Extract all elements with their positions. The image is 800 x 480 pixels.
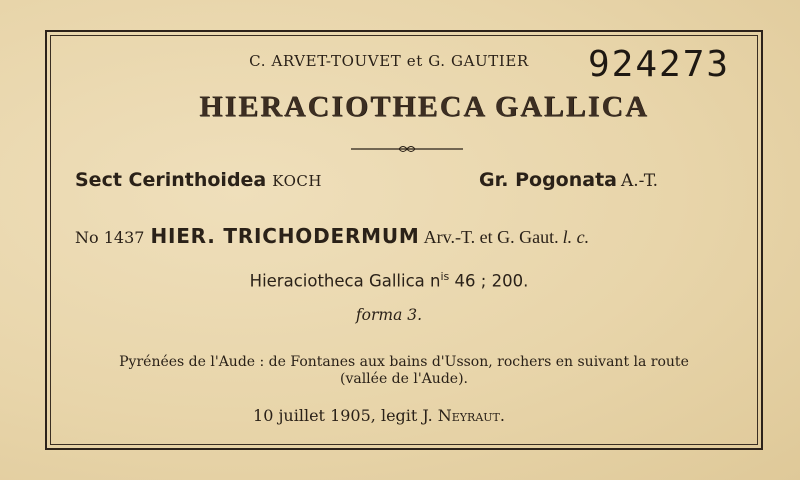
exsiccata-reference xyxy=(47,270,761,291)
taxon-reference: l. c. xyxy=(562,227,590,247)
herbarium-label xyxy=(45,30,763,450)
taxon-number: No 1437 xyxy=(75,228,145,247)
exsiccata-numbers: 46 ; 200. xyxy=(454,271,529,291)
section-label: Sect Cerinthoidea xyxy=(75,169,267,191)
series-title: HIERACIOTHECA GALLICA xyxy=(199,90,649,123)
specimen-number-stamp: 924273 xyxy=(588,44,731,85)
section-name xyxy=(75,169,322,191)
group-author: A.-T. xyxy=(620,171,659,191)
taxon-authors: Arv.-T. et G. Gaut. xyxy=(423,227,559,247)
ornament-divider xyxy=(347,142,467,156)
taxon-line xyxy=(75,224,589,248)
collection-date: 10 juillet 1905, legit J. xyxy=(253,406,433,425)
group-name xyxy=(479,169,658,191)
locality-line-1: Pyrénées de l'Aude : de Fontanes aux bains d'Usson, rochers en suivant la route xyxy=(119,354,689,370)
exsiccata-superscript: is xyxy=(440,270,450,283)
collector-name: Neyraut. xyxy=(437,406,505,425)
locality-text xyxy=(47,354,761,388)
section-author: KOCH xyxy=(272,172,322,190)
taxon-name: HIER. TRICHODERMUM xyxy=(150,224,420,248)
collection-line xyxy=(47,406,761,425)
exsiccata-prefix: Hieraciotheca Gallica n xyxy=(249,271,441,291)
group-label: Gr. Pogonata xyxy=(479,169,617,191)
authors-line: C. ARVET-TOUVET et G. GAUTIER xyxy=(249,52,529,70)
forma-line: forma 3. xyxy=(355,306,423,324)
locality-line-2: (vallée de l'Aude). xyxy=(339,371,468,387)
